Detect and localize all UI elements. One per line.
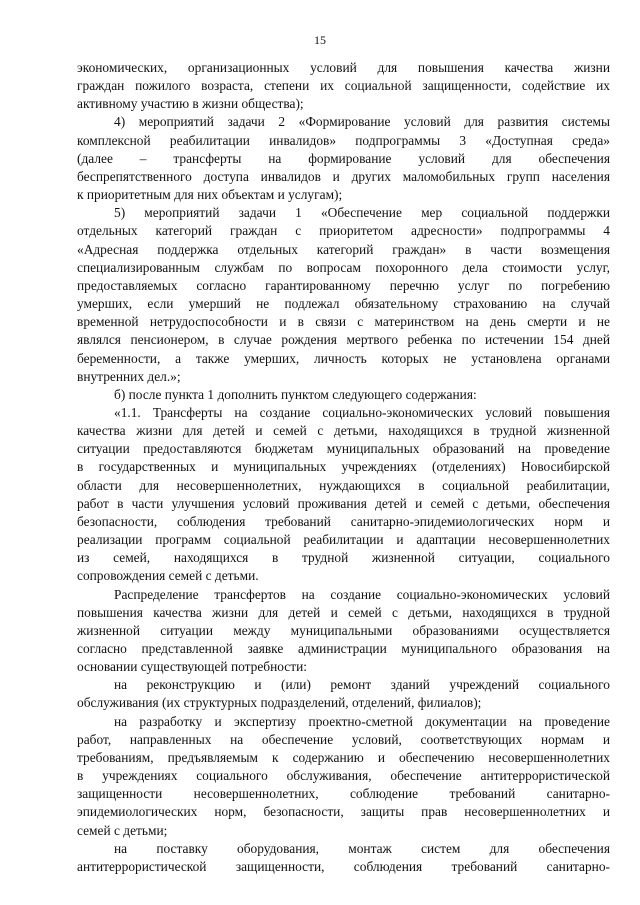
text-line: внутренних дел.»; (77, 368, 181, 384)
text-line: основании существующей потребности: (77, 659, 307, 675)
text-line: «Адресная поддержка отдельных категорий граждан» в части возмещения (77, 241, 610, 257)
text-line: на разработку и экспертизу проектно-сметной документации на проведение (114, 713, 610, 729)
text-line: б) после пункта 1 дополнить пунктом следующего содержания: (114, 386, 477, 402)
text-line: сопровождения семей с детьми. (77, 568, 259, 584)
text-line: реализации программ социальной реабилитации и адаптации несовершеннолетних (77, 532, 610, 548)
text-line: отдельных категорий граждан с приоритетом адресности» подпрограммы 4 (77, 223, 610, 239)
paragraph-6 (77, 586, 610, 677)
text-line: временной нетрудоспособности и в связи с материнством на день смерти и не (77, 314, 610, 330)
text-line: 5) мероприятий задачи 1 «Обеспечение мер социальной поддержки (114, 205, 610, 221)
text-line: беспрепятственного доступа инвалидов и других маломобильных групп населения (77, 168, 610, 184)
paragraph-5 (77, 404, 610, 586)
text-line: к приоритетным для них объектам и услугам); (77, 187, 343, 203)
text-line: в учреждениях социального обслуживания, обеспечение антитеррористической (77, 768, 610, 784)
text-line: на поставку оборудования, монтаж систем для обеспечения (114, 840, 610, 856)
paragraph-3 (77, 204, 610, 386)
paragraph-8 (77, 713, 610, 840)
text-line: работ, направленных на обеспечение условий, соответствующих нормам и (77, 731, 610, 747)
text-line: согласно представленной заявке администрации муниципального образования на (77, 641, 610, 656)
text-line: повышения качества жизни для детей и семей с детьми, находящихся в трудной (77, 604, 610, 620)
text-line: антитеррористической защищенности, соблюдения требований санитарно- (77, 858, 610, 874)
text-line: качества жизни для детей и семей с детьми, находящихся в трудной жизненной (77, 423, 610, 439)
text-line: (далее – трансферты на формирование условий для обеспечения (77, 150, 610, 166)
text-line: обслуживания (их структурных подразделений, отделений, филиалов); (77, 695, 482, 711)
text-line: эпидемиологических норм, безопасности, защиты прав несовершеннолетних и (77, 804, 610, 820)
text-line: области для несовершеннолетних, нуждающихся в социальной реабилитации, (77, 477, 610, 493)
text-line: жизненной ситуации между муниципальными образованиями осуществляется (77, 622, 610, 638)
text-line: «1.1. Трансферты на создание социально-экономических условий повышения (114, 404, 610, 420)
text-line: являлся пенсионером, в случае рождения мертвого ребенка по истечении 154 дней (77, 332, 610, 348)
text-line: предоставляемых согласно гарантированному перечню услуг по погребению (77, 277, 610, 293)
paragraph-9 (77, 840, 610, 876)
text-line: Распределение трансфертов на создание социально-экономических условий (114, 586, 610, 602)
text-line: умерших, если умерший не подлежал обязательному страхованию на случай (77, 296, 610, 312)
document-body (77, 59, 610, 876)
text-line: ситуации предоставляются бюджетам муниципальных образований на проведение (77, 441, 610, 457)
text-line: семей с детьми; (77, 822, 168, 838)
text-line: требованиям, предъявляемым к содержанию и обеспечению несовершеннолетних (77, 749, 610, 765)
page-number: 15 (314, 33, 326, 47)
text-line: экономических, организационных условий для повышения качества жизни (77, 60, 610, 75)
text-line: работ в части улучшения условий проживания детей и семей с детьми, обеспечения (77, 495, 610, 511)
text-line: защищенности несовершеннолетних, соблюдение требований санитарно- (77, 786, 610, 802)
text-line: граждан пожилого возраста, степени их социальной защищенности, содействие их (77, 78, 610, 94)
text-line: специализированным службам по вопросам похоронного дела стоимости услуг, (77, 259, 610, 275)
paragraph-7 (77, 676, 610, 712)
text-line: из семей, находящихся в трудной жизненной ситуации, социального (77, 550, 610, 566)
text-line: комплексной реабилитации инвалидов» подпрограммы 3 «Доступная среда» (77, 132, 610, 148)
text-line: беременности, а также умерших, личность которых не установлена органами (77, 350, 610, 366)
paragraph-4 (77, 386, 610, 404)
text-line: безопасности, соблюдения требований санитарно-эпидемиологических норм и (77, 513, 610, 529)
text-line: на реконструкцию и (или) ремонт зданий учреждений социального (114, 677, 610, 693)
paragraph-1 (77, 59, 610, 113)
paragraph-2 (77, 113, 610, 204)
text-line: активному участию в жизни общества); (77, 96, 304, 112)
text-line: 4) мероприятий задачи 2 «Формирование условий для развития системы (114, 114, 610, 130)
text-line: в государственных и муниципальных учреждениях (отделениях) Новосибирской (77, 459, 610, 475)
